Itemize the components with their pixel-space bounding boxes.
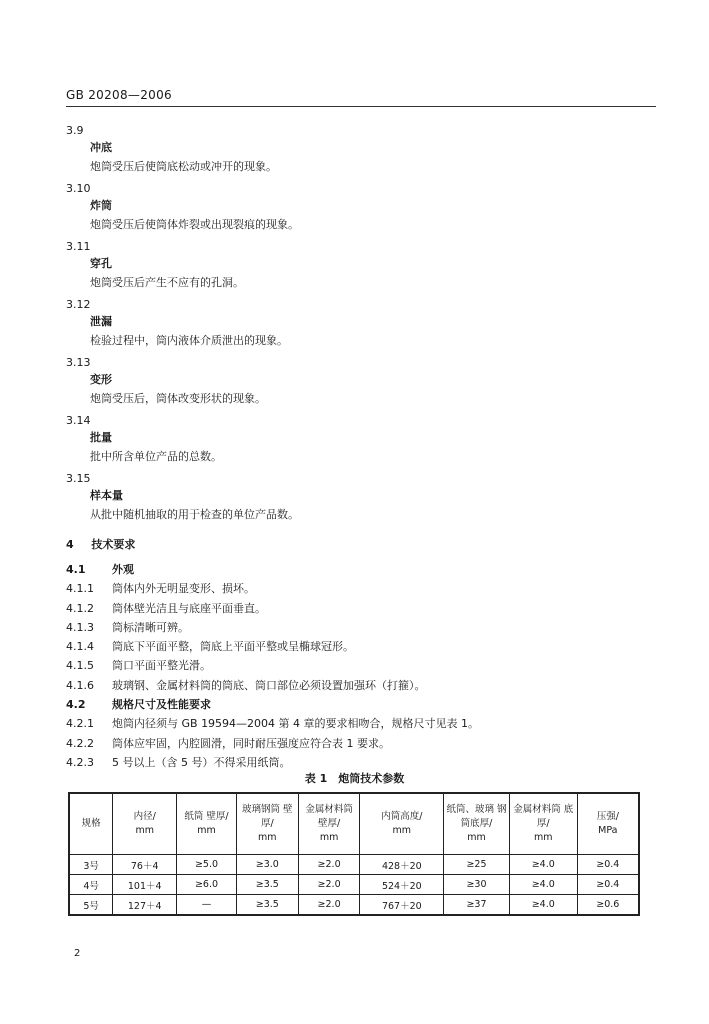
table-caption: 表 1 炮筒技术参数 (304, 772, 405, 785)
requirement-number: 4.1.3 (66, 620, 94, 634)
header-unit: mm (392, 825, 412, 836)
requirement-item (66, 659, 666, 678)
table-cell: ≥0.4 (577, 875, 639, 895)
table-cell: 101＋4 (113, 875, 177, 895)
definition-number: 3.14 (66, 414, 91, 427)
page-number: 2 (74, 948, 81, 959)
table-header-cell (113, 793, 177, 855)
requirement-item (66, 640, 666, 659)
table-header-cell (236, 793, 298, 855)
requirement-item (66, 621, 666, 640)
definition-number: 3.11 (66, 240, 91, 253)
table-row (69, 895, 639, 916)
definition-description: 炮筒受压后使筒底松动或冲开的现象。 (90, 160, 277, 173)
requirement-text: 规格尺寸及性能要求 (112, 698, 211, 712)
table-cell: 127＋4 (113, 895, 177, 916)
header-label: 内筒高度/ (381, 811, 423, 822)
definition-number: 3.15 (66, 472, 91, 485)
requirement-text: 炮筒内径须与 GB 19594—2004 第 4 章的要求相吻合，规格尺寸见表 1。 (112, 717, 480, 731)
section-title: 技术要求 (91, 538, 136, 551)
header-unit: mm (534, 832, 553, 843)
requirement-item (66, 602, 666, 621)
table-header-row (69, 793, 639, 855)
requirement-text: 玻璃钢、金属材料筒的筒底、筒口部位必须设置加强环（打箍）。 (112, 678, 426, 692)
header-label: 金属材料筒 壁厚/ (305, 804, 353, 829)
requirement-item (66, 717, 666, 736)
definition-description: 炮筒受压后使筒体炸裂或出现裂痕的现象。 (90, 218, 299, 231)
header-rule (66, 106, 656, 107)
table-cell: 3号 (69, 855, 113, 875)
table-cell: ≥4.0 (509, 895, 577, 916)
requirement-text: 筒标清晰可辨。 (112, 620, 189, 634)
header-label: 金属材料筒 底厚/ (513, 804, 574, 829)
definition-item (66, 298, 666, 356)
definition-term: 样本量 (90, 489, 123, 502)
table-cell: ≥3.5 (236, 895, 298, 916)
table-cell: ≥5.0 (177, 855, 237, 875)
requirement-number: 4.2.2 (66, 736, 94, 750)
definition-item (66, 472, 666, 530)
definition-number: 3.13 (66, 356, 91, 369)
header-unit: mm (319, 832, 339, 843)
header-unit: mm (197, 825, 216, 836)
table-header-cell (509, 793, 577, 855)
definition-term: 冲底 (90, 141, 112, 154)
definition-term: 穿孔 (90, 257, 112, 270)
definition-term: 泄漏 (90, 315, 112, 328)
table-cell: ≥4.0 (509, 855, 577, 875)
table-cell: ≥2.0 (298, 855, 360, 875)
definition-item (66, 356, 666, 414)
requirement-text: 5 号以上（含 5 号）不得采用纸筒。 (112, 755, 291, 769)
requirement-item (66, 698, 666, 717)
requirement-number: 4.2 (66, 698, 86, 712)
definition-number: 3.10 (66, 182, 91, 195)
table-header-cell (69, 793, 113, 855)
requirement-item (66, 582, 666, 601)
spec-table (68, 792, 640, 916)
header-label: 规格 (81, 818, 101, 829)
table-cell: 524＋20 (360, 875, 444, 895)
requirement-item (66, 679, 666, 698)
definition-description: 批中所含单位产品的总数。 (90, 450, 222, 463)
table-cell: ≥2.0 (298, 895, 360, 916)
table-cell: ≥2.0 (298, 875, 360, 895)
table-header-cell (298, 793, 360, 855)
definition-description: 炮筒受压后产生不应有的孔洞。 (90, 276, 244, 289)
requirement-item (66, 563, 666, 582)
requirement-text: 筒底下平面平整，筒底上平面平整或呈椭球冠形。 (112, 640, 354, 654)
requirement-number: 4.1.5 (66, 659, 94, 673)
definition-description: 炮筒受压后，筒体改变形状的现象。 (90, 392, 266, 405)
table-header-cell (177, 793, 237, 855)
table-cell: 4号 (69, 875, 113, 895)
table-header-cell (360, 793, 444, 855)
header-unit: mm (258, 832, 277, 843)
table-cell: ≥25 (444, 855, 510, 875)
requirement-text: 外观 (112, 563, 134, 576)
header-label: 纸筒、玻璃 钢筒底厚/ (446, 804, 507, 829)
header-unit: MPa (598, 825, 618, 836)
standard-header: GB 20208—2006 (66, 88, 172, 102)
header-label: 纸筒 壁厚/ (184, 811, 229, 822)
table-row (69, 875, 639, 895)
table-header-cell (577, 793, 639, 855)
table-cell: ≥3.5 (236, 875, 298, 895)
definition-item (66, 414, 666, 472)
table-cell: — (177, 895, 237, 916)
definition-number: 3.12 (66, 298, 91, 311)
table-row (69, 855, 639, 875)
table-cell: 76＋4 (113, 855, 177, 875)
definitions-list (66, 124, 666, 530)
definition-item (66, 124, 666, 182)
section-heading (66, 536, 135, 552)
definition-term: 炸筒 (90, 199, 112, 212)
table-cell: ≥0.6 (577, 895, 639, 916)
definition-term: 变形 (90, 373, 112, 386)
requirement-number: 4.1.2 (66, 601, 94, 615)
requirement-text: 筒体壁光洁且与底座平面垂直。 (112, 601, 266, 615)
table-cell: 767＋20 (360, 895, 444, 916)
requirement-text: 筒体应牢固，内腔圆滑，同时耐压强度应符合表 1 要求。 (112, 736, 390, 750)
definition-number: 3.9 (66, 124, 84, 137)
requirement-number: 4.2.1 (66, 717, 94, 731)
table-cell: 5号 (69, 895, 113, 916)
table-cell: ≥37 (444, 895, 510, 916)
definition-description: 从批中随机抽取的用于检查的单位产品数。 (90, 508, 299, 521)
requirement-item (66, 737, 666, 756)
requirement-text: 筒体内外无明显变形、损坏。 (112, 582, 255, 596)
definition-description: 检验过程中，筒内液体介质泄出的现象。 (90, 334, 288, 347)
header-unit: mm (467, 832, 486, 843)
section-number: 4 (66, 538, 74, 551)
definition-term: 批量 (90, 431, 112, 444)
table-cell: ≥6.0 (177, 875, 237, 895)
table-header-cell (444, 793, 510, 855)
requirement-number: 4.1.4 (66, 640, 94, 654)
table-body (69, 855, 639, 916)
header-label: 玻璃钢筒 壁厚/ (242, 804, 293, 829)
header-label: 内径/ (133, 811, 156, 822)
requirement-number: 4.2.3 (66, 755, 94, 769)
table-cell: ≥3.0 (236, 855, 298, 875)
requirement-number: 4.1.1 (66, 582, 94, 596)
definition-item (66, 182, 666, 240)
table-cell: ≥0.4 (577, 855, 639, 875)
table-cell: 428＋20 (360, 855, 444, 875)
requirements-list (66, 563, 666, 775)
table-cell: ≥4.0 (509, 875, 577, 895)
requirement-number: 4.1 (66, 563, 86, 576)
header-unit: mm (135, 825, 154, 836)
definition-item (66, 240, 666, 298)
header-label: 压强/ (596, 811, 619, 822)
requirement-number: 4.1.6 (66, 678, 94, 692)
requirement-text: 筒口平面平整光滑。 (112, 659, 211, 673)
table-cell: ≥30 (444, 875, 510, 895)
